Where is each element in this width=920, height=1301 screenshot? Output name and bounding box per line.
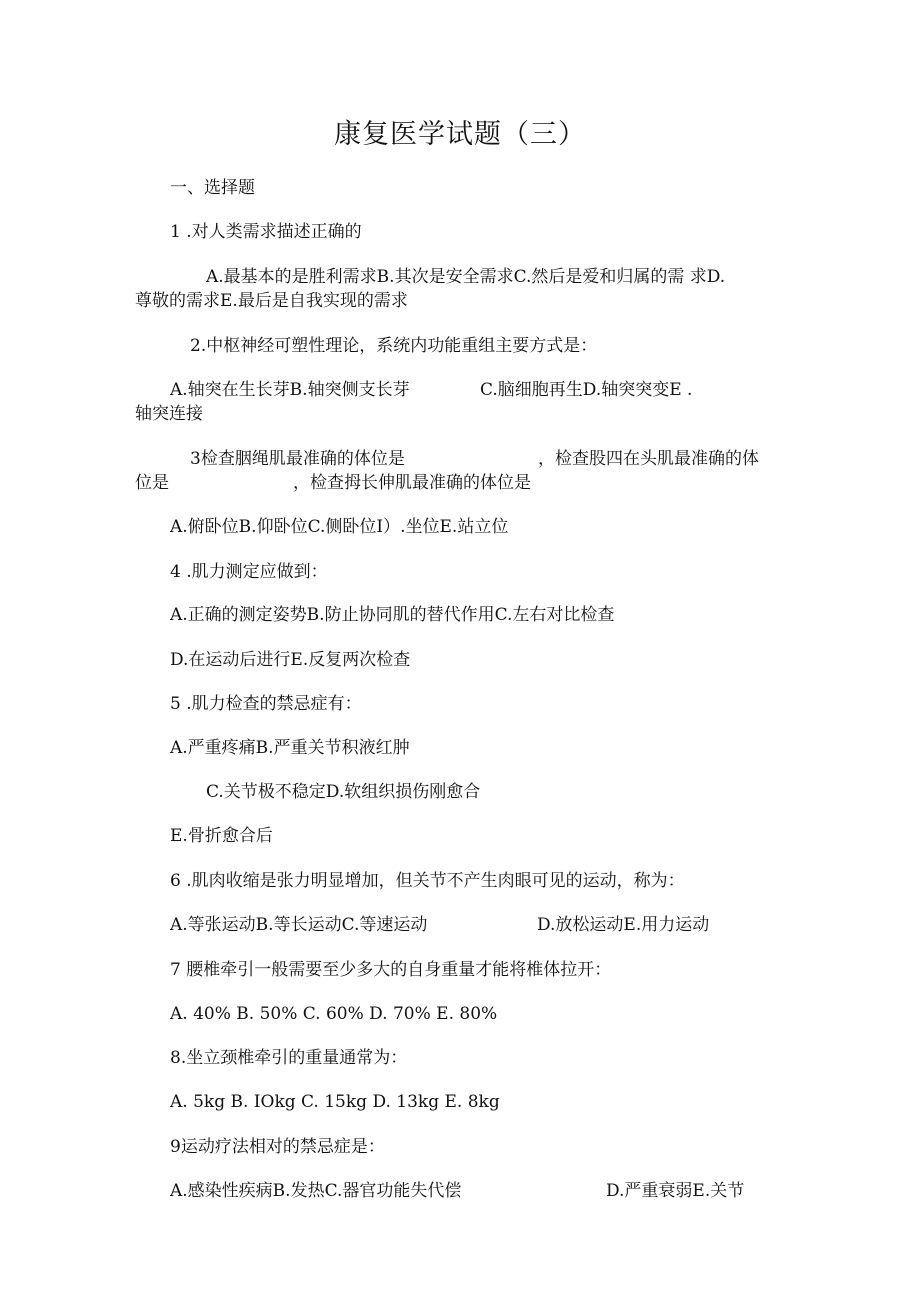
question-2-stem: 2.中枢神经可塑性理论，系统内功能重组主要方式是： bbox=[190, 336, 598, 356]
question-1-stem: 1 .对人类需求描述正确的 bbox=[170, 222, 362, 242]
question-9-options-de: D.严重衰弱E.关节 bbox=[606, 1181, 745, 1201]
question-3-stem-part3: 位是 bbox=[135, 473, 169, 493]
question-4-options-line2: D.在运动后进行E.反复两次检查 bbox=[170, 650, 411, 670]
question-7-options: A. 40% B. 50% C. 60% D. 70% E. 80% bbox=[170, 1004, 498, 1024]
question-8-stem: 8.坐立颈椎牵引的重量通常为： bbox=[170, 1048, 408, 1068]
question-7-stem: 7 腰椎牵引一般需要至少多大的自身重量才能将椎体拉开： bbox=[170, 960, 612, 980]
question-1-options-line2: 尊敬的需求E.最后是自我实现的需求 bbox=[135, 291, 408, 311]
question-6-options-de: D.放松运动E.用力运动 bbox=[537, 915, 710, 935]
question-3-stem-part2: ，检查股四在头肌最准确的体 bbox=[538, 449, 759, 469]
question-9-stem: 9运动疗法相对的禁忌症是： bbox=[170, 1137, 385, 1157]
question-3-stem-part1: 3检查胭绳肌最准确的体位是 bbox=[190, 449, 405, 469]
question-6-options-abc: A.等张运动B.等长运动C.等速运动 bbox=[170, 915, 428, 935]
page-title: 康复医学试题（三） bbox=[334, 119, 586, 150]
question-3-options: A.俯卧位B.仰卧位C.侧卧位I）.坐位E.站立位 bbox=[170, 517, 509, 537]
question-5-options-line2: C.关节极不稳定D.软组织损伤刚愈合 bbox=[206, 782, 481, 802]
question-8-options: A. 5kg B. IOkg C. 15kg D. 13kg E. 8kg bbox=[170, 1092, 500, 1112]
question-4-options-line1: A.正确的测定姿势B.防止协同肌的替代作用C.左右对比检查 bbox=[170, 605, 615, 625]
question-5-stem: 5 .肌力检查的禁忌症有： bbox=[170, 694, 362, 714]
question-2-options-cde: C.脑细胞再生D.轴突突变E . bbox=[480, 380, 693, 400]
question-9-options-abc: A.感染性疾病B.发热C.器官功能失代偿 bbox=[170, 1181, 462, 1201]
question-1-options-line1: A.最基本的是胜利需求B.其次是安全需求C.然后是爱和归属的需 求D. bbox=[206, 267, 726, 287]
question-2-options-line2: 轴突连接 bbox=[135, 404, 203, 424]
question-2-options-ab: A.轴突在生长芽B.轴突侧支长芽 bbox=[170, 380, 410, 400]
question-5-options-line1: A.严重疼痛B.严重关节积液红肿 bbox=[170, 738, 410, 758]
section-heading: 一、选择题 bbox=[170, 178, 255, 198]
question-4-stem: 4 .肌力测定应做到： bbox=[170, 562, 328, 582]
question-5-options-line3: E.骨折愈合后 bbox=[170, 826, 273, 846]
question-6-stem: 6 .肌肉收缩是张力明显增加，但关节不产生肉眼可见的运动，称为： bbox=[170, 871, 685, 891]
question-3-stem-part4: ，检查拇长伸肌最准确的体位是 bbox=[293, 473, 531, 493]
